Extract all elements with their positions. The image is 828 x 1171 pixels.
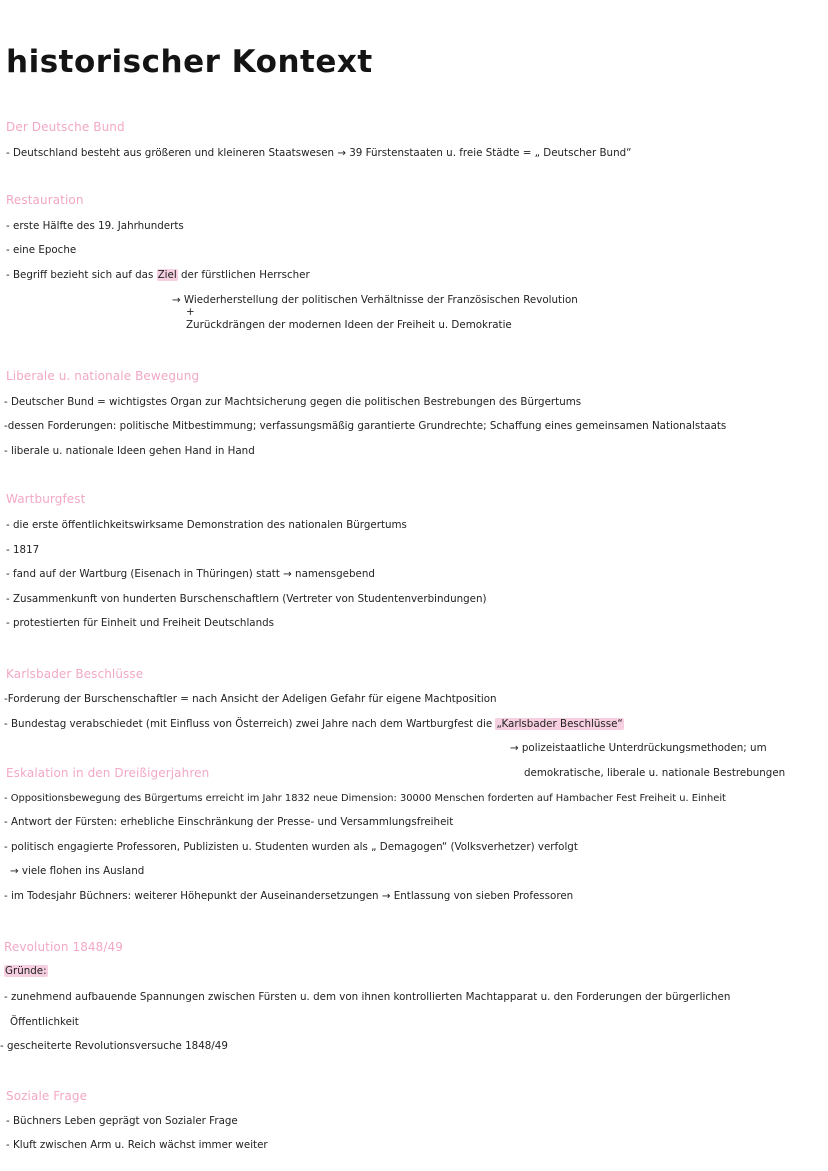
section-heading-sozial: Soziale Frage bbox=[6, 1089, 88, 1103]
restauration-line-2: - eine Epoche bbox=[6, 244, 77, 256]
karlsbad-line-2 bbox=[4, 718, 624, 731]
revolution-gruende-label bbox=[4, 965, 48, 978]
highlight-karlsbader-beschluesse: „Karlsbader Beschlüsse“ bbox=[496, 718, 623, 730]
section-heading-restauration: Restauration bbox=[6, 193, 84, 207]
section-heading-karlsbad: Karlsbader Beschlüsse bbox=[6, 667, 144, 681]
revolution-line-1b: Öffentlichkeit bbox=[10, 1016, 79, 1028]
page-title: historischer Kontext bbox=[6, 44, 373, 80]
revolution-line-1: - zunehmend aufbauende Spannungen zwischen Fürsten u. dem von ihnen kontrollierten Machtapparat u. den Forderungen der bürgerlichen bbox=[4, 991, 731, 1003]
restauration-line-1: - erste Hälfte des 19. Jahrhunderts bbox=[6, 220, 184, 232]
wartburg-line-2: - 1817 bbox=[6, 544, 40, 556]
karlsbad-sub-2: demokratische, liberale u. nationale Bestrebungen bbox=[524, 767, 786, 779]
karlsbad-line-2-pre: - Bundestag verabschiedet (mit Einfluss von Österreich) zwei Jahre nach dem Wartburgfest die bbox=[4, 718, 493, 730]
wartburg-line-5: - protestierten für Einheit und Freiheit Deutschlands bbox=[6, 617, 275, 629]
sozial-line-1: - Büchners Leben geprägt von Sozialer Frage bbox=[6, 1115, 238, 1127]
karlsbad-sub-1: → polizeistaatliche Unterdrückungsmethoden; um bbox=[510, 742, 767, 754]
bund-line-1: - Deutschland besteht aus größeren und kleineren Staatswesen → 39 Fürstenstaaten u. freie Städte = „ Deutscher Bund“ bbox=[6, 147, 632, 159]
eskalation-line-4: → viele flohen ins Ausland bbox=[10, 865, 145, 877]
liberal-line-2: -dessen Forderungen: politische Mitbestimmung; verfassungsmäßig garantierte Grundrechte; Schaffung eines gemeinsamen Nationalstaats bbox=[4, 420, 727, 432]
restauration-plus: + bbox=[186, 306, 195, 318]
liberal-line-1: - Deutscher Bund = wichtigstes Organ zur Machtsicherung gegen die politischen Bestrebungen des Bürgertums bbox=[4, 396, 582, 408]
eskalation-line-5: - im Todesjahr Büchners: weiterer Höhepunkt der Auseinandersetzungen → Entlassung von sieben Professoren bbox=[4, 890, 574, 902]
wartburg-line-3: - fand auf der Wartburg (Eisenach in Thüringen) statt → namensgebend bbox=[6, 568, 375, 580]
revolution-line-2: - gescheiterte Revolutionsversuche 1848/49 bbox=[0, 1040, 228, 1052]
section-heading-revolution: Revolution 1848/49 bbox=[4, 940, 124, 954]
section-heading-wartburg: Wartburgfest bbox=[6, 492, 86, 506]
eskalation-line-1: - Oppositionsbewegung des Bürgertums erreicht im Jahr 1832 neue Dimension: 30000 Menschen forderten auf Hambacher Fest Freiheit u. Einheit bbox=[4, 793, 726, 804]
restauration-line-3-post: der fürstlichen Herrscher bbox=[181, 269, 310, 281]
eskalation-line-2: - Antwort der Fürsten: erhebliche Einschränkung der Presse- und Versammlungsfreiheit bbox=[4, 816, 454, 828]
wartburg-line-1: - die erste öffentlichkeitswirksame Demonstration des nationalen Bürgertums bbox=[6, 519, 407, 531]
restauration-sub-1: → Wiederherstellung der politischen Verhältnisse der Französischen Revolution bbox=[172, 294, 578, 306]
eskalation-line-3: - politisch engagierte Professoren, Publizisten u. Studenten wurden als „ Demagogen“ (Volksverhetzer) verfolgt bbox=[4, 841, 578, 853]
karlsbad-line-1: -Forderung der Burschenschaftler = nach Ansicht der Adeligen Gefahr für eigene Machtposition bbox=[4, 693, 497, 705]
highlight-ziel: Ziel bbox=[157, 269, 177, 281]
sozial-line-2: - Kluft zwischen Arm u. Reich wächst immer weiter bbox=[6, 1139, 268, 1151]
restauration-line-3 bbox=[6, 269, 310, 282]
restauration-line-3-pre: - Begriff bezieht sich auf das bbox=[6, 269, 154, 281]
highlight-gruende: Gründe: bbox=[5, 965, 47, 977]
section-heading-liberal: Liberale u. nationale Bewegung bbox=[6, 369, 200, 383]
section-heading-eskalation: Eskalation in den Dreißigerjahren bbox=[6, 766, 210, 780]
restauration-sub-2: Zurückdrängen der modernen Ideen der Freiheit u. Demokratie bbox=[186, 319, 512, 331]
wartburg-line-4: - Zusammenkunft von hunderten Burschenschaftlern (Vertreter von Studentenverbindungen) bbox=[6, 593, 487, 605]
section-heading-bund: Der Deutsche Bund bbox=[6, 120, 125, 134]
liberal-line-3: - liberale u. nationale Ideen gehen Hand in Hand bbox=[4, 445, 255, 457]
